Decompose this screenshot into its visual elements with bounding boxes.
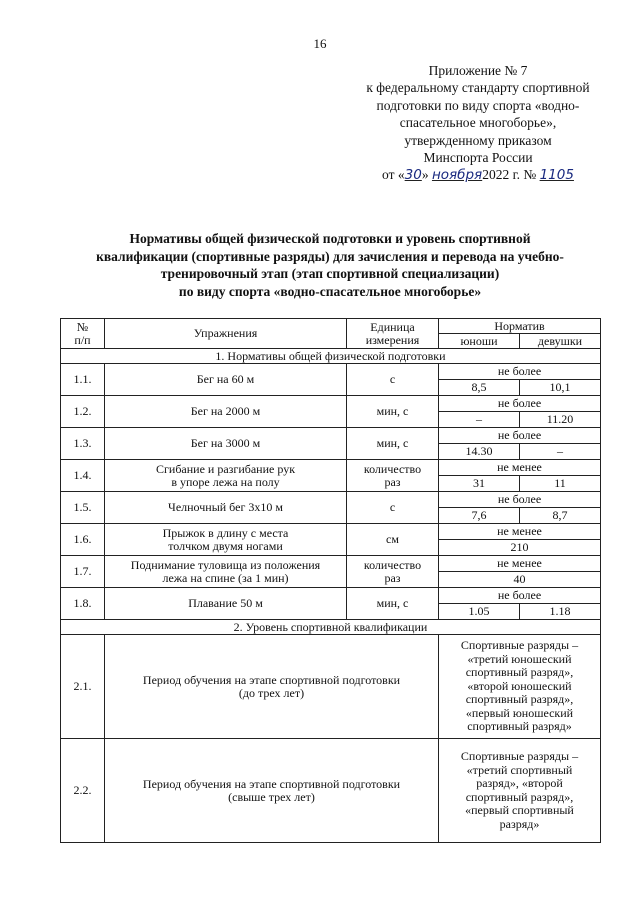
norm-condition: не менее <box>439 556 601 572</box>
row-num: 1.5. <box>61 492 105 524</box>
appendix-line: Минспорта России <box>423 150 533 166</box>
qualification-value: Спортивные разряды – «третий юношеский спортивный разряд», «второй юношеский спортивный разряд», «первый юношеский спортивный разряд» <box>439 635 601 739</box>
title-line: по виду спорта «водно-спасательное многоборье» <box>178 283 482 299</box>
norm-condition: не более <box>439 396 601 412</box>
handwritten-day: 30 <box>404 167 422 184</box>
qualification-period: Период обучения на этапе спортивной подготовки (до трех лет) <box>105 635 439 739</box>
row-num: 1.3. <box>61 428 105 460</box>
exercise-name: Бег на 2000 м <box>105 396 347 428</box>
exercise-unit: мин, с <box>347 396 439 428</box>
exercise-name: Поднимание туловища из положения лежа на спине (за 1 мин) <box>105 556 347 588</box>
row-num: 2.1. <box>61 635 105 739</box>
table-row <box>61 588 601 604</box>
norm-condition: не менее <box>439 524 601 540</box>
norm-condition: не менее <box>439 460 601 476</box>
row-num: 1.7. <box>61 556 105 588</box>
header-boys: юноши <box>439 334 520 349</box>
exercise-unit: см <box>347 524 439 556</box>
appendix-line: спасательное многоборье», <box>399 115 557 131</box>
row-num: 1.8. <box>61 588 105 620</box>
exercise-unit: с <box>347 364 439 396</box>
header-unit: Единица измерения <box>347 319 439 349</box>
standards-table <box>60 318 601 843</box>
page-number: 16 <box>313 36 327 51</box>
title-line: Нормативы общей физической подготовки и уровень спортивной <box>129 231 531 246</box>
table-row <box>61 635 601 739</box>
table-row <box>61 524 601 540</box>
table-row <box>61 739 601 843</box>
boys-value: – <box>439 412 520 428</box>
year-text: 2022 г. № <box>482 167 537 183</box>
exercise-name: Бег на 60 м <box>105 364 347 396</box>
exercise-name: Сгибание и разгибание рук в упоре лежа на полу <box>105 460 347 492</box>
section-heading: 1. Нормативы общей физической подготовки <box>61 349 601 364</box>
norm-condition: не более <box>439 492 601 508</box>
row-num: 1.6. <box>61 524 105 556</box>
girls-value: 11.20 <box>520 412 601 428</box>
row-num: 1.4. <box>61 460 105 492</box>
order-date-line <box>338 166 618 184</box>
shared-value: 210 <box>439 540 601 556</box>
row-num: 2.2. <box>61 739 105 843</box>
shared-value: 40 <box>439 572 601 588</box>
header-girls: девушки <box>520 334 601 349</box>
header-num: № п/п <box>61 319 105 349</box>
exercise-name: Прыжок в длину с места толчком двумя ногами <box>105 524 347 556</box>
document-title <box>70 230 590 300</box>
boys-value: 14.30 <box>439 444 520 460</box>
appendix-block <box>338 62 618 185</box>
appendix-line: подготовки по виду спорта «водно- <box>376 97 580 113</box>
appendix-line: Приложение № 7 <box>428 63 528 78</box>
table-row <box>61 492 601 508</box>
exercise-unit: мин, с <box>347 428 439 460</box>
title-line: квалификации (спортивные разряды) для зачисления и перевода на учебно- <box>96 248 564 264</box>
section-heading: 2. Уровень спортивной квалификации <box>61 620 601 635</box>
exercise-name: Плавание 50 м <box>105 588 347 620</box>
title-line: тренировочный этап (этап спортивной специализации) <box>160 266 500 281</box>
table-row <box>61 556 601 572</box>
girls-value: – <box>520 444 601 460</box>
header-exercise: Упражнения <box>105 319 347 349</box>
handwritten-order-number: 1105 <box>539 167 574 184</box>
norm-condition: не более <box>439 364 601 380</box>
exercise-name: Челночный бег 3х10 м <box>105 492 347 524</box>
row-num: 1.1. <box>61 364 105 396</box>
girls-value: 8,7 <box>520 508 601 524</box>
table-row <box>61 460 601 476</box>
norm-condition: не более <box>439 428 601 444</box>
girls-value: 10,1 <box>520 380 601 396</box>
boys-value: 8,5 <box>439 380 520 396</box>
appendix-line: утвержденному приказом <box>404 132 552 148</box>
boys-value: 1.05 <box>439 604 520 620</box>
appendix-line: к федеральному стандарту спортивной <box>366 80 590 96</box>
table-row <box>61 396 601 412</box>
exercise-unit: количество раз <box>347 556 439 588</box>
day-suffix: » <box>421 167 429 183</box>
qualification-period: Период обучения на этапе спортивной подготовки (свыше трех лет) <box>105 739 439 843</box>
exercise-unit: мин, с <box>347 588 439 620</box>
header-norm: Норматив <box>439 319 601 334</box>
norm-condition: не более <box>439 588 601 604</box>
boys-value: 7,6 <box>439 508 520 524</box>
table-row <box>61 364 601 380</box>
qualification-value: Спортивные разряды – «третий спортивный разряд», «второй спортивный разряд», «первый спортивный разряд» <box>439 739 601 843</box>
table-row <box>61 428 601 444</box>
boys-value: 31 <box>439 476 520 492</box>
exercise-unit: количество раз <box>347 460 439 492</box>
exercise-name: Бег на 3000 м <box>105 428 347 460</box>
exercise-unit: с <box>347 492 439 524</box>
date-prefix: от « <box>382 167 405 183</box>
girls-value: 11 <box>520 476 601 492</box>
girls-value: 1.18 <box>520 604 601 620</box>
row-num: 1.2. <box>61 396 105 428</box>
handwritten-month: ноября <box>431 167 483 184</box>
